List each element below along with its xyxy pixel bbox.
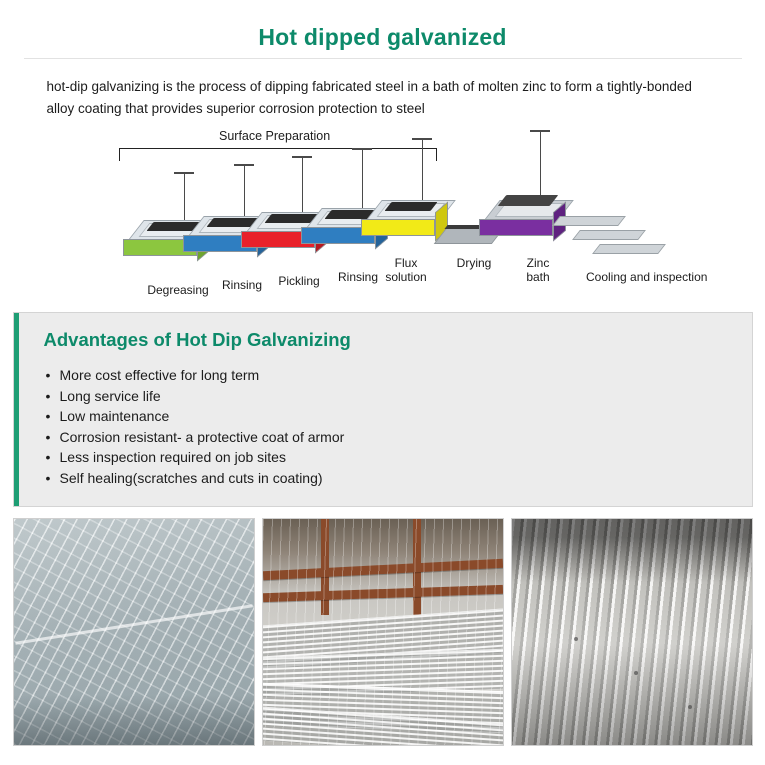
label-pickling: Pickling — [278, 274, 320, 288]
hoist-bar-icon — [174, 172, 194, 174]
hoist-cable-icon — [362, 148, 363, 208]
hoist-bar-icon — [412, 138, 432, 140]
tank-front — [361, 219, 435, 236]
list-item: • More cost effective for long term — [46, 365, 730, 386]
hoist-bar-icon — [292, 156, 312, 158]
intro-paragraph: hot-dip galvanizing is the process of dipping fabricated steel in a bath of molten zinc to form a tightly-bonded alloy coating that provides superior corrosion protection to steel — [46, 79, 692, 116]
page-title: Hot dipped galvanized — [258, 24, 507, 50]
label-drying: Drying — [456, 256, 492, 270]
photo-shadow — [14, 695, 254, 745]
surface-mark — [634, 671, 638, 675]
steel-bundle — [384, 202, 437, 211]
product-photo-mesh-panel — [13, 518, 255, 746]
mesh-texture — [263, 519, 503, 745]
list-item: • Corrosion resistant- a protective coat of armor — [46, 427, 730, 448]
list-item: • Less inspection required on job sites — [46, 447, 730, 468]
hoist-bar-icon — [530, 130, 550, 132]
list-item: • Long service life — [46, 386, 730, 407]
photo-shadow — [512, 519, 752, 745]
product-photo-stacked-panels — [262, 518, 504, 746]
label-cooling-inspection: Cooling and inspection — [586, 270, 708, 284]
label-zinc-line1: Zinc — [526, 256, 550, 270]
galvanizing-process-diagram — [0, 128, 765, 306]
product-photo-galvanized-sheets — [511, 518, 753, 746]
surface-mark — [688, 705, 692, 709]
hoist-cable-icon — [244, 164, 245, 216]
surface-preparation-label: Surface Preparation — [219, 129, 331, 143]
title-divider — [24, 58, 742, 59]
product-photo-strip — [13, 518, 753, 746]
label-flux-line1: Flux — [394, 256, 418, 270]
advantages-heading: Advantages of Hot Dip Galvanizing — [43, 329, 351, 350]
label-flux-line2: solution — [385, 270, 427, 284]
advantages-panel — [13, 312, 753, 507]
label-degreasing: Degreasing — [147, 283, 209, 297]
cooling-rack-3 — [592, 244, 666, 254]
label-zinc-line2: bath — [526, 270, 550, 284]
surface-preparation-bracket — [119, 148, 437, 161]
list-item: • Low maintenance — [46, 406, 730, 427]
cooling-rack-1 — [552, 216, 626, 226]
hoist-cable-icon — [540, 130, 541, 200]
hoist-cable-icon — [184, 172, 185, 220]
surface-mark — [574, 637, 578, 641]
tank-front — [479, 219, 553, 236]
hoist-cable-icon — [422, 138, 423, 200]
hoist-bar-icon — [352, 148, 372, 150]
steel-bundle — [498, 195, 559, 206]
advantages-list — [36, 365, 730, 488]
label-rinsing-2: Rinsing — [337, 270, 379, 284]
hoist-cable-icon — [302, 156, 303, 212]
cooling-rack-2 — [572, 230, 646, 240]
process-step-flux-solution — [374, 200, 448, 230]
label-rinsing-1: Rinsing — [221, 278, 263, 292]
hoist-bar-icon — [234, 164, 254, 166]
list-item: • Self healing(scratches and cuts in coating) — [46, 468, 730, 489]
